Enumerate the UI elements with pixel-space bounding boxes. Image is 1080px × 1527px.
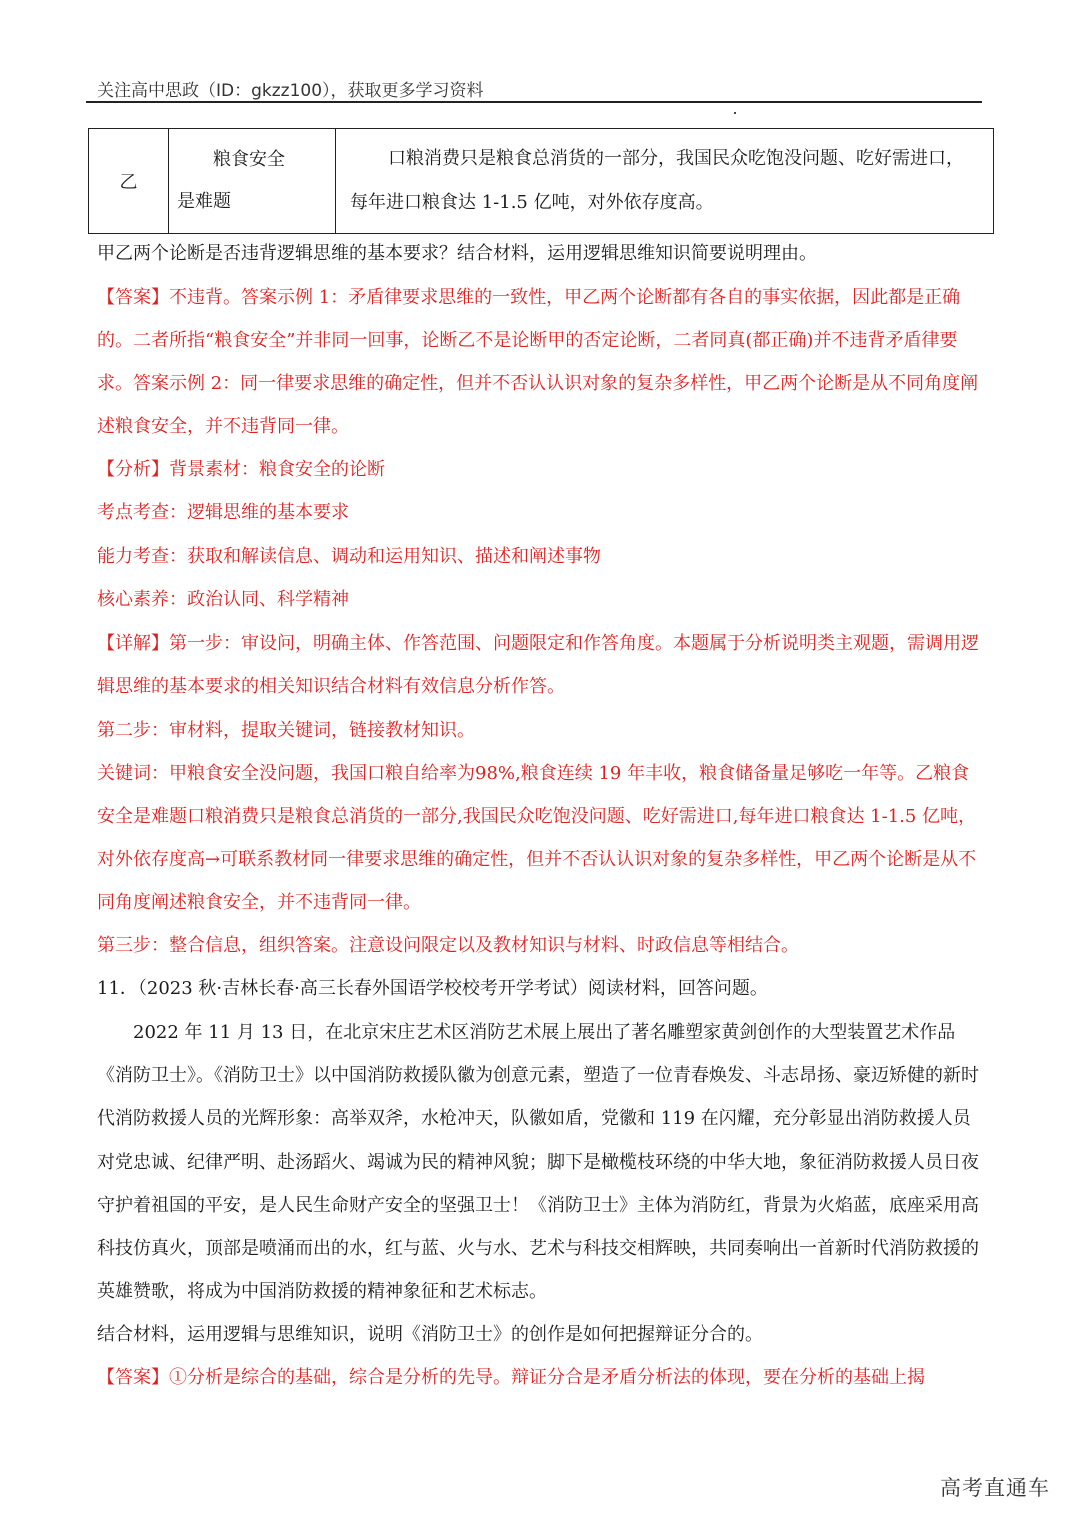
analysis-block [97,448,985,491]
answer-11-tag: 【答案】 [97,1367,169,1388]
speck [734,112,736,114]
question-11-question: 结合材料，运用逻辑与思维知识，说明《消防卫士》的创作是如何把握辩证分合的。 [97,1324,763,1345]
question-10-text: 甲乙两个论断是否违背逻辑思维的基本要求？结合材料，运用逻辑思维知识简要说明理由。 [97,243,817,264]
analysis-tag: 【分析】 [97,459,169,480]
answer-11-text: ①分析是综合的基础，综合是分析的先导。辩证分合是矛盾分析法的体现，要在分析的基础上揭 [169,1367,925,1388]
analysis-suyang: 核心素养：政治认同、科学精神 [97,589,349,610]
detail-keywords: 关键词：甲粮食安全没问题，我国口粮自给率为98%,粮食连续 19 年丰收，粮食储备量足够吃一年等。乙粮食安全是难题口粮消费只是粮食总消货的一部分,我国民众吃饱没问题、吃好需进口,每年进口粮食达 1-1.5 亿吨，对外依存度高→可联系教材同一律要求思维的确定性，但并不否认认识对象的复杂多样性，甲乙两个论断是从不同角度阐述粮食安全，并不违背同一律。 [97,763,977,913]
evidence-line-1: 口粮消费只是粮食总消货的一部分，我国民众吃饱没问题、吃好需进口， [388,148,964,169]
question-11-material: 2022 年 11 月 13 日，在北京宋庄艺术区消防艺术展上展出了著名雕塑家黄剑创作的大型装置艺术作品《消防卫士》。《消防卫士》以中国消防救援队徽为创意元素，塑造了一位青春焕发、斗志昂扬、豪迈矫健的新时代消防救援人员的光辉形象：高举双斧，水枪冲天，队徽如盾，党徽和 119 在闪耀，充分彰显出消防救援人员对党忠诚、纪律严明、赴汤蹈火、竭诚为民的精神风貌；脚下是橄榄枝环绕的中华大地，象征消防救援人员日夜守护着祖国的平安，是人民生命财产安全的坚强卫士！《消防卫士》主体为消防红，背景为火焰蓝，底座采用高科技仿真火，顶部是喷涌而出的水，红与蓝、火与水、艺术与科技交相辉映，共同奏响出一首新时代消防救援的英雄赞歌，将成为中国消防救援的精神象征和艺术标志。 [97,1022,979,1303]
answer-10-text: 不违背。答案示例 1：矛盾律要求思维的一致性，甲乙两个论断都有各自的事实依据，因此都是正确的。二者所指“粮食安全”并非同一回事，论断乙不是论断甲的否定论断，二者同真(都正确)并不违背矛盾律要求。答案示例 2：同一律要求思维的确定性，但并不否认认识对象的复杂多样性，甲乙两个论断是从不同角度阐述粮食安全，并不违背同一律。 [97,287,979,437]
header-rule [86,101,982,103]
detail-step1-text: 第一步：审设问，明确主体、作答范围、问题限定和作答角度。本题属于分析说明类主观题，需调用逻辑思维的基本要求的相关知识结合材料有效信息分析作答。 [97,633,979,697]
evidence-cell [336,129,994,234]
detail-step3: 第三步：整合信息，组织答案。注意设问限定以及教材知识与材料、时政信息等相结合。 [97,935,799,956]
answer-11 [97,1356,985,1399]
page-header: 关注高中思政（ID：gkzz100），获取更多学习资料 [97,81,484,101]
detail-step1 [97,622,985,708]
answer-tag: 【答案】 [97,287,169,308]
claim-cell [169,129,336,234]
answer-10 [97,276,985,448]
footer-watermark: 高考直通车 [940,1476,1050,1500]
table-row [89,129,994,234]
analysis-kaodian: 考点考查：逻辑思维的基本要求 [97,502,349,523]
question-11-title: 11．（2023 秋·吉林长春·高三长春外国语学校校考开学考试）阅读材料，回答问题。 [97,978,768,999]
claim-line-2: 是难题 [177,191,231,212]
detail-tag: 【详解】 [97,633,169,654]
claim-line-1: 粮食安全 [213,149,285,170]
analysis-background: 背景素材：粮食安全的论断 [169,459,385,480]
row-label: 乙 [89,129,169,234]
analysis-nengli: 能力考查：获取和解读信息、调动和运用知识、描述和阐述事物 [97,546,601,567]
detail-step2: 第二步：审材料，提取关键词，链接教材知识。 [97,720,475,741]
evidence-line-2: 每年进口粮食达 1-1.5 亿吨，对外依存度高。 [350,192,714,213]
claims-table [88,128,994,234]
